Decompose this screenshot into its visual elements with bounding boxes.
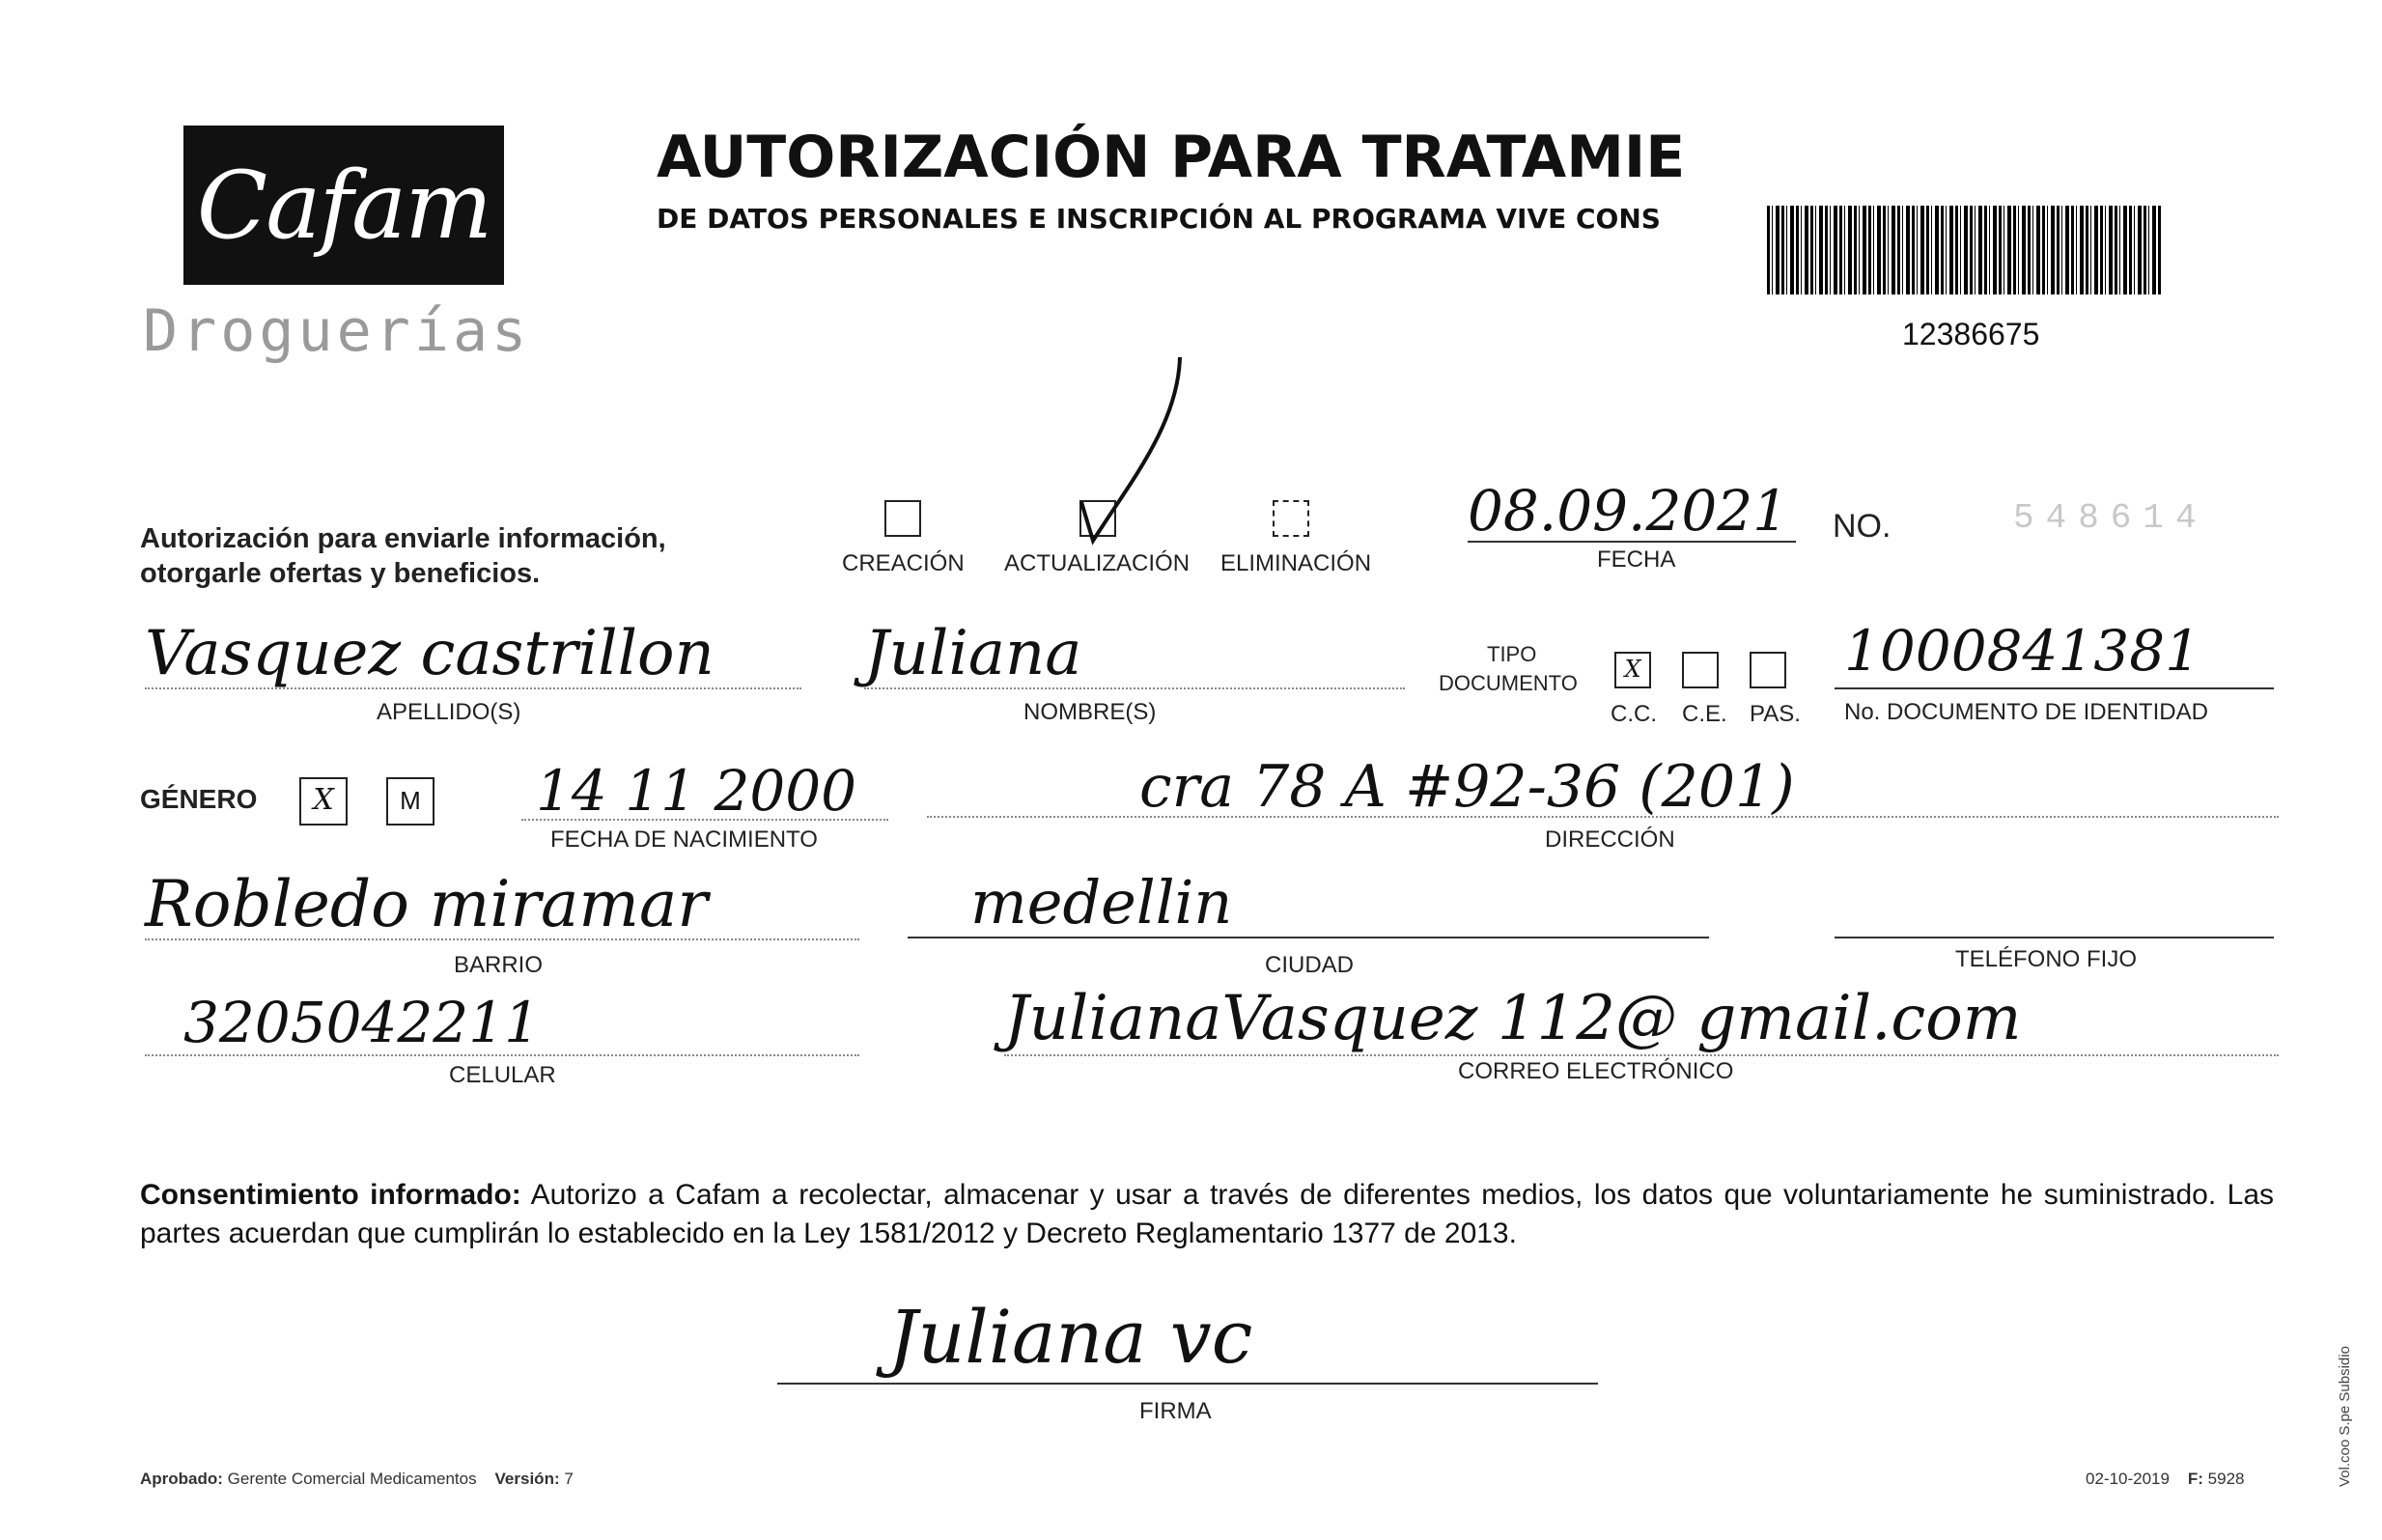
pas-label: PAS.	[1750, 701, 1801, 727]
apellidos-line	[145, 687, 801, 689]
direccion-value: cra 78 A #92-36 (201)	[1139, 753, 1795, 821]
fecha-value: 08.09.2021	[1468, 478, 1789, 544]
ciudad-line	[908, 937, 1709, 938]
eliminacion-label: ELIMINACIÓN	[1220, 550, 1372, 576]
nombres-label: NOMBRE(S)	[1023, 699, 1157, 725]
version-label: Versión:	[494, 1470, 560, 1488]
barcode-number: 12386675	[1902, 317, 2040, 351]
fecha-nacimiento-line	[521, 819, 888, 821]
no-label: NO.	[1833, 508, 1892, 545]
telefono-line	[1835, 937, 2274, 938]
celular-label: CELULAR	[449, 1062, 556, 1088]
consent-text: Autorizo a Cafam a recolectar, almacenar y usar a través de diferentes medios, los datos que voluntariamente he suministrado. Las partes acuerdan que cumplirán lo establecido en la Ley 1581/2012 y Decreto Reglamentario 1377 de 2013.	[140, 1179, 2275, 1249]
fecha-label: FECHA	[1597, 546, 1676, 573]
apellidos-value: Vasquez castrillon	[145, 618, 715, 689]
correo-line	[1004, 1054, 2279, 1056]
authorization-line-2: otorgarle ofertas y beneficios.	[140, 558, 541, 589]
aprobado-value: Gerente Comercial Medicamentos	[227, 1470, 477, 1488]
genero-m-checkbox[interactable]: M	[386, 777, 434, 826]
correo-value: JulianaVasquez 112@ gmail.com	[1004, 983, 2022, 1054]
cc-label: C.C.	[1611, 701, 1657, 727]
logo-text: Cafam	[196, 151, 491, 260]
creacion-checkbox[interactable]	[884, 500, 921, 537]
barrio-label: BARRIO	[454, 952, 544, 978]
pas-checkbox[interactable]	[1750, 652, 1786, 688]
fecha-line	[1468, 541, 1796, 543]
ciudad-label: CIUDAD	[1265, 952, 1355, 978]
barcode	[1767, 206, 2161, 294]
form-title: AUTORIZACIÓN PARA TRATAMIE	[657, 124, 1686, 191]
form-subtitle: DE DATOS PERSONALES E INSCRIPCIÓN AL PROGRAMA VIVE CONS	[657, 203, 1661, 235]
form-label: F:	[2187, 1470, 2203, 1488]
footer-date-form	[2086, 1470, 2244, 1489]
documento-value: 1000841381	[1844, 618, 2201, 684]
authorization-text	[140, 521, 666, 591]
creacion-label: CREACIÓN	[842, 550, 965, 576]
telefono-label: TELÉFONO FIJO	[1955, 946, 2138, 972]
footer-date: 02-10-2019	[2086, 1470, 2170, 1488]
fecha-nacimiento-value: 14 11 2000	[536, 758, 857, 824]
side-vertical-text: Vol.coo S.pe Subsidio	[2337, 1346, 2353, 1487]
version-value: 7	[564, 1470, 574, 1488]
authorization-line-1: Autorización para enviarle información,	[140, 523, 666, 554]
aprobado-label: Aprobado:	[140, 1470, 223, 1488]
cc-checkbox[interactable]: X	[1614, 652, 1651, 688]
nombres-line	[864, 687, 1405, 689]
documento-line	[1835, 687, 2274, 689]
celular-value: 3205042211	[183, 990, 541, 1055]
signature-value: Juliana vc	[888, 1294, 1253, 1380]
correo-label: CORREO ELECTRÓNICO	[1458, 1058, 1734, 1084]
actualizacion-label: ACTUALIZACIÓN	[1004, 550, 1191, 576]
check-mark-icon	[1072, 348, 1197, 550]
no-value: 548614	[2013, 498, 2208, 538]
ciudad-value: medellin	[970, 867, 1233, 938]
ce-label: C.E.	[1682, 701, 1727, 727]
tipo-documento-label-1: TIPO	[1487, 642, 1537, 666]
tipo-documento-label-2: DOCUMENTO	[1439, 671, 1578, 695]
apellidos-label: APELLIDO(S)	[377, 699, 521, 725]
signature-line	[777, 1383, 1598, 1385]
consent-paragraph	[140, 1176, 2274, 1253]
cafam-logo	[183, 126, 504, 285]
eliminacion-checkbox[interactable]	[1273, 500, 1309, 537]
ce-checkbox[interactable]	[1682, 652, 1719, 688]
form-value: 5928	[2207, 1470, 2245, 1488]
documento-label: No. DOCUMENTO DE IDENTIDAD	[1844, 699, 2208, 725]
celular-line	[145, 1054, 859, 1056]
barrio-value: Robledo miramar	[145, 867, 708, 941]
nombres-value: Juliana	[864, 618, 1082, 689]
footer-aprobado	[140, 1470, 574, 1489]
subbrand-drogerias: Droguerías	[143, 297, 531, 365]
direccion-line	[927, 816, 2279, 818]
consent-title: Consentimiento informado:	[140, 1179, 521, 1211]
genero-label: GÉNERO	[140, 784, 258, 814]
barrio-line	[145, 938, 859, 940]
genero-f-checkbox[interactable]: X	[299, 777, 348, 826]
signature-label: FIRMA	[1139, 1398, 1212, 1424]
direccion-label: DIRECCIÓN	[1545, 826, 1675, 853]
fecha-nacimiento-label: FECHA DE NACIMIENTO	[550, 826, 818, 853]
